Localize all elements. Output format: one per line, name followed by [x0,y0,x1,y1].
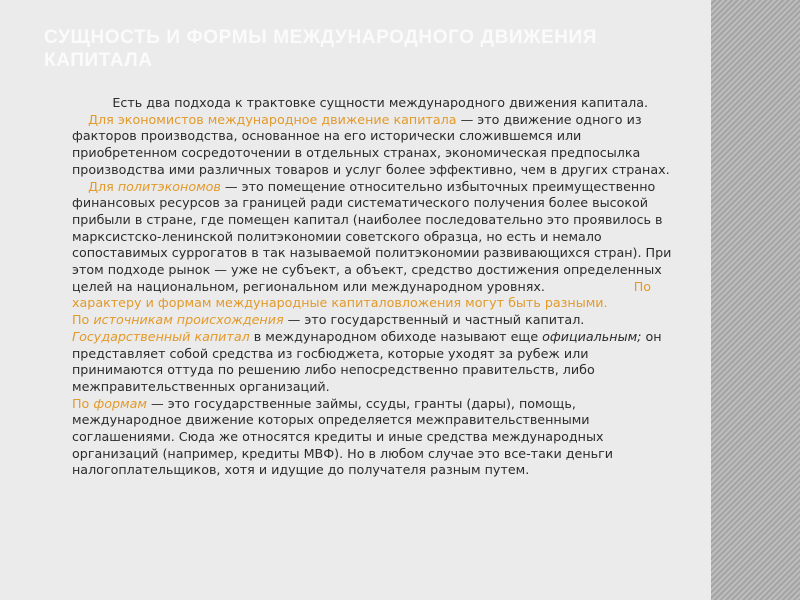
forms-text: — это государственные займы, ссуды, гранты (дары), помощь, международное движение которых определяется межправительственными соглашениями. Сюда же относятся кредиты и иные средства международных организаций (например, кредиты МВФ). Но в любом случае это все-таки деньги налогоплательщиков, хотя и идущие до получателя разным путем. [72,395,614,478]
economists-lead-rest: международное движение капитала [203,111,457,127]
political-economists-text: — это помещение относительно избыточных преимущественно финансовых ресурсов за границей ради систематического получения более высокой прибыли в стране, где помещен капитал (наиболее последовательно это проявилось в марксистско-ленинской политэкономии советского образца, но есть и немало сопоставимых суррогатов в так называемой политэкономии развивающихся стран). При этом подходе рынок — уже не субъект, а объект, средство достижения определенных целей на национальном, региональном или международном уровнях. [72,178,672,294]
forms-paragraph [72,396,672,480]
state-capital-text-1: в международном обиходе называют еще [249,328,543,344]
economists-text: — это движение одного из факторов производства, основанное на его исторически сложившемся или приобретенном сосредоточении в отдельных странах, экономическая предпосылка производства ими различных товаров и услуг более эффективно, чем в других странах. [72,111,670,177]
origin-term: источникам происхождения [93,312,284,328]
origin-text: — это государственный и частный капитал. [283,312,585,328]
origin-lead: По [72,312,94,328]
state-capital-paragraph [72,329,672,396]
slide-title [44,26,684,72]
political-economists-term: политэкономов [117,178,221,194]
origin-paragraph [72,312,672,329]
slide-body [72,95,672,479]
forms-term: формам [93,395,147,411]
forms-heading: По характеру и формам международные капиталовложения могут быть разными. [72,278,652,311]
economists-lead: Для экономистов [88,111,204,127]
intro-indent [72,95,112,110]
state-capital-text-2: он представляет собой средства из госбюджета, которые уходят за рубеж или принимаются оттуда по решению либо непосредственно правительств, либо межправительственных организаций. [72,328,662,394]
state-capital-official: официальным; [542,328,642,344]
economists-paragraph [72,112,672,179]
political-economists-paragraph [72,179,672,313]
state-capital-term: Государственный капитал [72,328,250,344]
decorative-stripe [711,0,800,600]
title-line-1: СУЩНОСТЬ И ФОРМЫ МЕЖДУНАРОДНОГО ДВИЖЕНИЯ [44,27,598,48]
intro-paragraph [72,95,672,112]
intro-text: Есть два подхода к трактовке сущности международного движения капитала. [112,95,649,110]
political-economists-lead: Для [88,178,118,194]
title-line-2: КАПИТАЛА [44,50,153,71]
forms-lead: По [72,395,94,411]
